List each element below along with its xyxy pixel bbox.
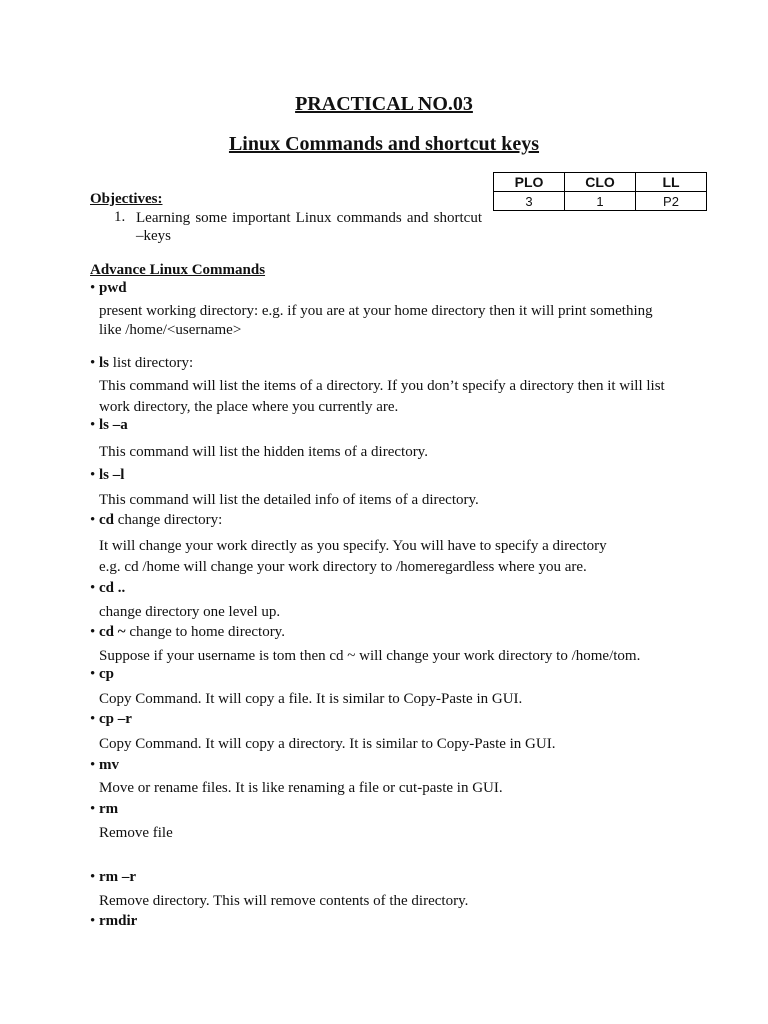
table-header-clo: CLO: [565, 173, 636, 192]
command-name: rm –r: [99, 869, 137, 885]
command-description: Remove directory. This will remove contents of the directory.: [99, 893, 469, 909]
command-name: pwd: [99, 280, 127, 296]
page-subtitle: Linux Commands and shortcut keys: [228, 133, 540, 155]
command-item: [90, 711, 132, 728]
command-description: This command will list the hidden items of a directory.: [99, 444, 428, 460]
command-description: This command will list the items of a directory. If you don’t specify a directory then it will list: [99, 378, 665, 394]
command-inline-description: change to home directory.: [125, 624, 285, 640]
command-item: [90, 801, 118, 818]
table-header-row: [494, 173, 707, 192]
table-header-plo: PLO: [494, 173, 565, 192]
command-description: change directory one level up.: [99, 604, 281, 620]
command-description: It will change your work directly as you specify. You will have to specify a directory: [99, 538, 607, 554]
objective-text: Learning some important Linux commands and shortcut –keys: [136, 210, 482, 244]
bullet-icon: •: [90, 280, 100, 296]
command-name: ls –a: [99, 417, 128, 433]
plo-clo-ll-table: [493, 172, 707, 211]
bullet-icon: •: [90, 512, 100, 528]
command-name: ls: [99, 355, 110, 371]
command-description: work directory, the place where you currently are.: [99, 399, 399, 415]
bullet-icon: •: [90, 467, 100, 483]
command-description: Move or rename files. It is like renaming a file or cut-paste in GUI.: [99, 780, 503, 796]
command-item: [90, 280, 127, 297]
command-name: mv: [99, 757, 120, 773]
command-item: [90, 512, 222, 529]
command-inline-description: change directory:: [114, 512, 223, 528]
command-name: cd: [99, 512, 115, 528]
command-item: [90, 666, 114, 683]
bullet-icon: •: [90, 355, 100, 371]
command-item: [90, 913, 137, 930]
section-heading: Advance Linux Commands: [90, 262, 266, 278]
command-item: [90, 869, 136, 886]
command-name: ls –l: [99, 467, 125, 483]
bullet-icon: •: [90, 913, 100, 929]
table-header-ll: LL: [636, 173, 707, 192]
command-name: rmdir: [99, 913, 138, 929]
command-name: cd ~: [99, 624, 126, 640]
command-name: cp: [99, 666, 115, 682]
command-description: e.g. cd /home will change your work directory to /homeregardless where you are.: [99, 559, 587, 575]
command-item: [90, 624, 285, 641]
command-description: Suppose if your username is tom then cd ~ will change your work directory to /home/tom.: [99, 648, 641, 664]
table-cell-plo: 3: [494, 192, 565, 211]
command-item: [90, 355, 193, 372]
page-title: PRACTICAL NO.03: [295, 93, 473, 115]
command-description: like /home/<username>: [99, 322, 242, 338]
command-item: [90, 580, 125, 597]
command-description: Copy Command. It will copy a file. It is similar to Copy-Paste in GUI.: [99, 691, 523, 707]
bullet-icon: •: [90, 666, 100, 682]
command-item: [90, 467, 124, 484]
command-description: Copy Command. It will copy a directory. It is similar to Copy-Paste in GUI.: [99, 736, 556, 752]
objective-number: 1.: [114, 209, 126, 225]
bullet-icon: •: [90, 580, 100, 596]
command-item: [90, 757, 119, 774]
bullet-icon: •: [90, 624, 100, 640]
command-inline-description: list directory:: [109, 355, 194, 371]
bullet-icon: •: [90, 757, 100, 773]
command-description: Remove file: [99, 825, 173, 841]
bullet-icon: •: [90, 417, 100, 433]
bullet-icon: •: [90, 711, 100, 727]
bullet-icon: •: [90, 869, 100, 885]
command-description: This command will list the detailed info of items of a directory.: [99, 492, 479, 508]
table-cell-clo: 1: [565, 192, 636, 211]
command-name: rm: [99, 801, 119, 817]
objectives-heading: Objectives:: [90, 191, 163, 207]
command-description: present working directory: e.g. if you are at your home directory then it will print something: [99, 303, 653, 319]
command-name: cd ..: [99, 580, 126, 596]
command-name: cp –r: [99, 711, 132, 727]
bullet-icon: •: [90, 801, 100, 817]
table-row: [494, 192, 707, 211]
table-cell-ll: P2: [636, 192, 707, 211]
command-item: [90, 417, 128, 434]
